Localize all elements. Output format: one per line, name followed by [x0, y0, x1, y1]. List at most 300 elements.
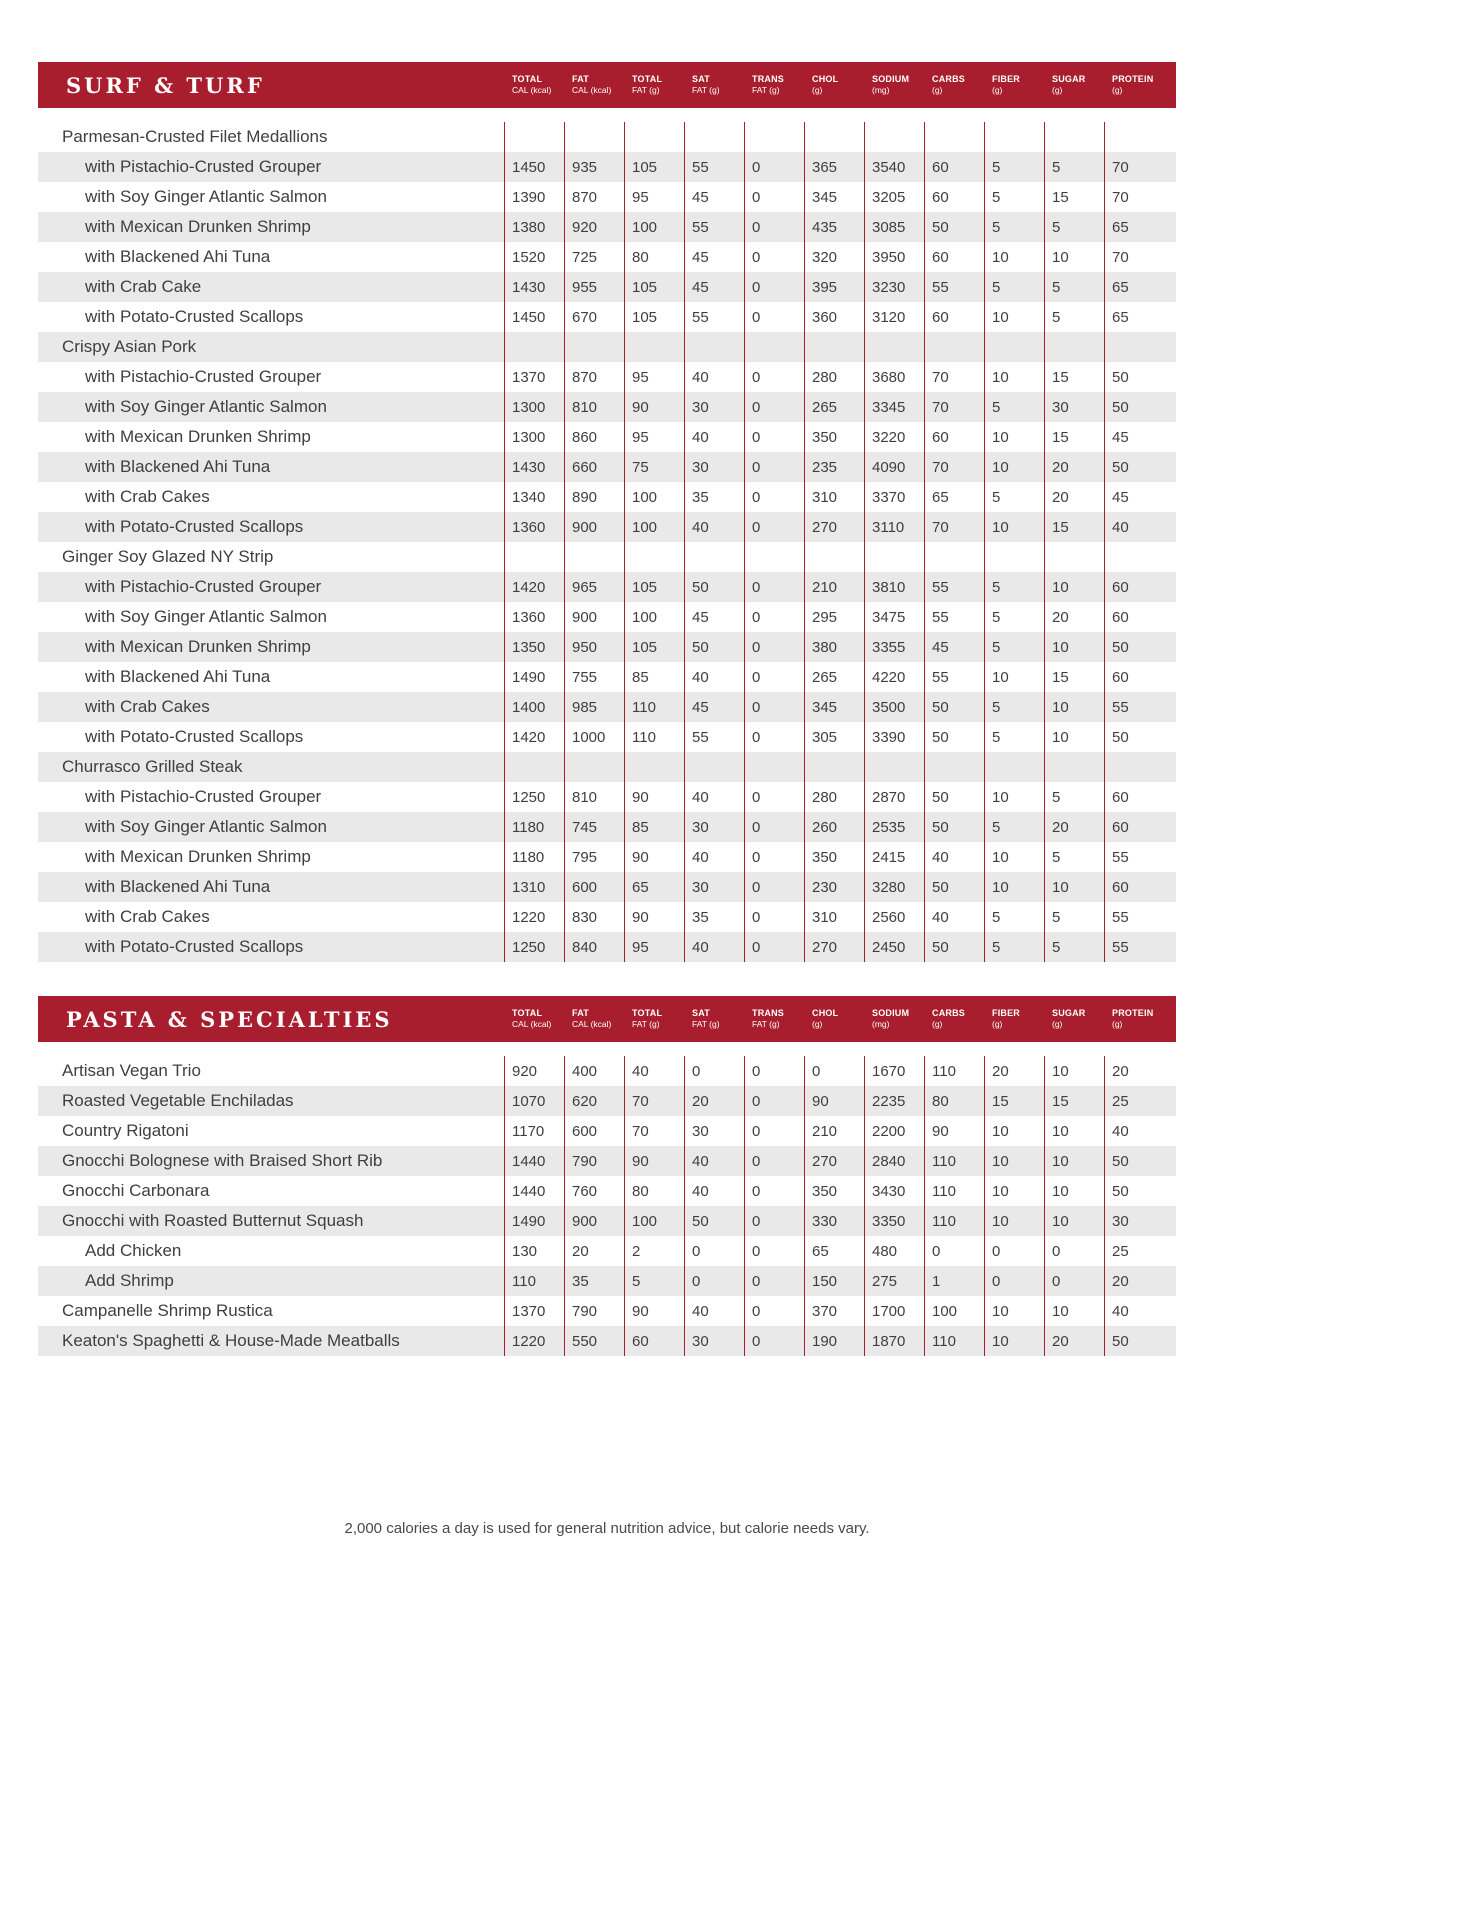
nutrition-value-cell: 90 — [924, 1116, 984, 1146]
nutrition-value-cell: 0 — [744, 182, 804, 212]
nutrition-value-cell: 900 — [564, 1206, 624, 1236]
nutrition-value-cell: 1250 — [504, 782, 564, 812]
nutrition-value-cell — [804, 542, 864, 572]
nutrition-section — [38, 62, 1176, 962]
nutrition-value-cell: 55 — [684, 152, 744, 182]
nutrition-value-cell: 1370 — [504, 1296, 564, 1326]
nutrition-value-cell: 3430 — [864, 1176, 924, 1206]
nutrition-value-cell: 795 — [564, 842, 624, 872]
nutrition-value-cell: 105 — [624, 152, 684, 182]
nutrition-value-cell — [744, 542, 804, 572]
dish-name: Parmesan-Crusted Filet Medallions — [62, 127, 328, 146]
nutrition-value-cell: 10 — [984, 1326, 1044, 1356]
nutrition-value-cell: 0 — [744, 902, 804, 932]
nutrition-value-cell: 10 — [984, 452, 1044, 482]
column-header-line2: CAL (kcal) — [512, 1019, 552, 1030]
nutrition-value-cell: 5 — [984, 482, 1044, 512]
dish-name: Gnocchi Carbonara — [62, 1181, 210, 1200]
nutrition-value-cell: 0 — [744, 632, 804, 662]
column-header-line1: TOTAL — [512, 73, 543, 84]
table-row — [38, 932, 1176, 962]
nutrition-value-cell: 110 — [924, 1056, 984, 1086]
nutrition-value-cell: 65 — [624, 872, 684, 902]
nutrition-value-cell: 2415 — [864, 842, 924, 872]
nutrition-value-cell: 10 — [984, 302, 1044, 332]
nutrition-value-cell: 90 — [624, 1296, 684, 1326]
nutrition-value-cell: 920 — [564, 212, 624, 242]
dish-name: Add Shrimp — [85, 1271, 174, 1290]
table-row — [38, 452, 1176, 482]
nutrition-value-cell: 790 — [564, 1296, 624, 1326]
nutrition-value-cell: 935 — [564, 152, 624, 182]
nutrition-value-cell: 60 — [1104, 812, 1176, 842]
dish-name: with Crab Cake — [85, 277, 202, 296]
nutrition-value-cell: 10 — [1044, 1206, 1104, 1236]
nutrition-value-cell: 50 — [1104, 452, 1176, 482]
dish-name: Add Chicken — [85, 1241, 182, 1260]
nutrition-value-cell: 330 — [804, 1206, 864, 1236]
nutrition-value-cell: 60 — [924, 422, 984, 452]
nutrition-value-cell: 60 — [1104, 602, 1176, 632]
column-header-line2: (g) — [992, 1019, 1003, 1030]
nutrition-value-cell: 270 — [804, 512, 864, 542]
table-row — [38, 242, 1176, 272]
column-header-line2: (g) — [1112, 85, 1123, 96]
nutrition-value-cell — [684, 542, 744, 572]
nutrition-value-cell: 1370 — [504, 362, 564, 392]
nutrition-value-cell: 50 — [1104, 392, 1176, 422]
table-row — [38, 1176, 1176, 1206]
nutrition-value-cell: 45 — [684, 272, 744, 302]
nutrition-value-cell: 2235 — [864, 1086, 924, 1116]
dish-name: with Mexican Drunken Shrimp — [85, 847, 311, 866]
nutrition-value-cell: 0 — [744, 302, 804, 332]
nutrition-value-cell: 15 — [1044, 362, 1104, 392]
nutrition-value-cell: 70 — [924, 512, 984, 542]
calorie-advice-footnote: 2,000 calories a day is used for general nutrition advice, but calorie needs vary. — [344, 1520, 870, 1537]
table-row — [38, 812, 1176, 842]
column-header — [864, 996, 924, 1042]
nutrition-value-cell: 295 — [804, 602, 864, 632]
column-header-line2: (g) — [992, 85, 1003, 96]
nutrition-value-cell: 45 — [1104, 422, 1176, 452]
table-row — [38, 1236, 1176, 1266]
section-body — [38, 108, 1176, 962]
table-row — [38, 842, 1176, 872]
column-header-line1: FIBER — [992, 1007, 1020, 1018]
nutrition-value-cell: 20 — [984, 1056, 1044, 1086]
nutrition-value-cell — [564, 332, 624, 362]
nutrition-value-cell: 60 — [924, 182, 984, 212]
nutrition-value-cell — [864, 122, 924, 152]
nutrition-value-cell: 1870 — [864, 1326, 924, 1356]
dish-name: with Mexican Drunken Shrimp — [85, 637, 311, 656]
dish-name: with Blackened Ahi Tuna — [85, 457, 271, 476]
nutrition-value-cell — [924, 332, 984, 362]
nutrition-value-cell — [1104, 542, 1176, 572]
column-header-line1: FAT — [572, 1007, 589, 1018]
dish-name: with Crab Cakes — [85, 907, 210, 926]
nutrition-value-cell: 20 — [1104, 1056, 1176, 1086]
nutrition-value-cell: 3475 — [864, 602, 924, 632]
nutrition-value-cell: 1 — [924, 1266, 984, 1296]
nutrition-value-cell: 5 — [1044, 272, 1104, 302]
nutrition-value-cell: 10 — [1044, 1056, 1104, 1086]
nutrition-value-cell: 0 — [744, 452, 804, 482]
dish-name: with Mexican Drunken Shrimp — [85, 427, 311, 446]
nutrition-value-cell: 35 — [564, 1266, 624, 1296]
nutrition-value-cell: 45 — [684, 692, 744, 722]
nutrition-value-cell: 350 — [804, 1176, 864, 1206]
nutrition-value-cell: 830 — [564, 902, 624, 932]
nutrition-value-cell: 955 — [564, 272, 624, 302]
nutrition-value-cell: 40 — [924, 842, 984, 872]
nutrition-value-cell: 0 — [744, 1086, 804, 1116]
column-header-line1: CARBS — [932, 73, 966, 84]
nutrition-value-cell: 110 — [924, 1146, 984, 1176]
nutrition-value-cell: 890 — [564, 482, 624, 512]
table-row — [38, 1146, 1176, 1176]
column-header — [504, 62, 564, 108]
nutrition-value-cell: 3540 — [864, 152, 924, 182]
column-header-line1: TOTAL — [632, 73, 663, 84]
nutrition-value-cell: 15 — [1044, 182, 1104, 212]
column-header-line2: FAT (g) — [752, 85, 780, 96]
table-row — [38, 632, 1176, 662]
nutrition-value-cell: 110 — [504, 1266, 564, 1296]
nutrition-value-cell: 0 — [684, 1266, 744, 1296]
section-header-bar — [38, 62, 1176, 108]
nutrition-value-cell: 305 — [804, 722, 864, 752]
nutrition-value-cell: 100 — [624, 512, 684, 542]
nutrition-value-cell: 50 — [684, 1206, 744, 1236]
nutrition-value-cell: 60 — [924, 152, 984, 182]
nutrition-value-cell: 365 — [804, 152, 864, 182]
nutrition-value-cell: 350 — [804, 422, 864, 452]
nutrition-value-cell: 80 — [624, 1176, 684, 1206]
column-header-line2: (mg) — [872, 1019, 890, 1030]
column-header-line2: (mg) — [872, 85, 890, 96]
column-header-line2: CAL (kcal) — [572, 85, 612, 96]
nutrition-value-cell: 40 — [684, 512, 744, 542]
nutrition-tables-container — [38, 62, 1176, 1390]
column-header-line1: TOTAL — [512, 1007, 543, 1018]
nutrition-value-cell: 60 — [924, 242, 984, 272]
table-row — [38, 152, 1176, 182]
nutrition-value-cell: 40 — [684, 842, 744, 872]
nutrition-value-cell: 1380 — [504, 212, 564, 242]
dish-name: with Pistachio-Crusted Grouper — [85, 367, 322, 386]
nutrition-value-cell — [624, 752, 684, 782]
nutrition-value-cell: 5 — [984, 392, 1044, 422]
nutrition-value-cell: 10 — [984, 1146, 1044, 1176]
column-header-line2: (g) — [932, 1019, 943, 1030]
nutrition-value-cell — [864, 332, 924, 362]
nutrition-value-cell: 45 — [684, 182, 744, 212]
nutrition-value-cell: 670 — [564, 302, 624, 332]
column-header-line2: (g) — [812, 85, 823, 96]
nutrition-value-cell: 3370 — [864, 482, 924, 512]
nutrition-value-cell: 0 — [744, 152, 804, 182]
nutrition-value-cell: 400 — [564, 1056, 624, 1086]
nutrition-value-cell — [684, 122, 744, 152]
nutrition-value-cell: 3220 — [864, 422, 924, 452]
nutrition-value-cell: 270 — [804, 932, 864, 962]
column-header-line1: FAT — [572, 73, 589, 84]
nutrition-value-cell: 40 — [684, 932, 744, 962]
table-row — [38, 692, 1176, 722]
nutrition-value-cell: 25 — [1104, 1086, 1176, 1116]
nutrition-value-cell: 345 — [804, 692, 864, 722]
nutrition-value-cell: 0 — [684, 1056, 744, 1086]
nutrition-value-cell: 0 — [744, 1236, 804, 1266]
nutrition-value-cell: 900 — [564, 512, 624, 542]
nutrition-value-cell — [504, 122, 564, 152]
nutrition-value-cell: 15 — [1044, 422, 1104, 452]
nutrition-value-cell: 100 — [924, 1296, 984, 1326]
nutrition-value-cell: 10 — [1044, 1296, 1104, 1326]
nutrition-value-cell: 3500 — [864, 692, 924, 722]
nutrition-value-cell — [984, 542, 1044, 572]
dish-name: with Pistachio-Crusted Grouper — [85, 787, 322, 806]
column-header — [744, 996, 804, 1042]
nutrition-value-cell: 0 — [744, 662, 804, 692]
nutrition-value-cell: 30 — [684, 812, 744, 842]
nutrition-value-cell: 0 — [744, 1296, 804, 1326]
column-header — [1104, 62, 1176, 108]
dish-name: with Blackened Ahi Tuna — [85, 877, 271, 896]
table-row — [38, 272, 1176, 302]
nutrition-value-cell: 40 — [924, 902, 984, 932]
nutrition-value-cell: 100 — [624, 1206, 684, 1236]
dish-name: Churrasco Grilled Steak — [62, 757, 243, 776]
column-header-line2: FAT (g) — [752, 1019, 780, 1030]
nutrition-value-cell — [1044, 752, 1104, 782]
nutrition-value-cell: 10 — [984, 662, 1044, 692]
nutrition-value-cell — [984, 122, 1044, 152]
nutrition-value-cell: 55 — [1104, 932, 1176, 962]
nutrition-value-cell — [504, 332, 564, 362]
nutrition-value-cell: 1000 — [564, 722, 624, 752]
column-header-line1: CARBS — [932, 1007, 966, 1018]
table-row — [38, 482, 1176, 512]
section-title: PASTA & SPECIALTIES — [66, 1006, 393, 1032]
nutrition-value-cell: 1180 — [504, 842, 564, 872]
nutrition-value-cell: 90 — [624, 782, 684, 812]
nutrition-value-cell: 0 — [744, 392, 804, 422]
nutrition-value-cell: 5 — [984, 692, 1044, 722]
group-header-row — [38, 332, 1176, 362]
nutrition-value-cell: 1430 — [504, 452, 564, 482]
nutrition-value-cell: 0 — [744, 212, 804, 242]
nutrition-value-cell: 2200 — [864, 1116, 924, 1146]
nutrition-value-cell: 105 — [624, 272, 684, 302]
dish-name: Gnocchi with Roasted Butternut Squash — [62, 1211, 364, 1230]
group-header-row — [38, 752, 1176, 782]
nutrition-value-cell: 20 — [1044, 812, 1104, 842]
nutrition-value-cell: 2535 — [864, 812, 924, 842]
table-row — [38, 1326, 1176, 1356]
nutrition-value-cell: 3120 — [864, 302, 924, 332]
nutrition-value-cell: 10 — [984, 242, 1044, 272]
nutrition-value-cell: 2560 — [864, 902, 924, 932]
nutrition-value-cell: 860 — [564, 422, 624, 452]
nutrition-value-cell: 30 — [684, 1326, 744, 1356]
nutrition-value-cell: 320 — [804, 242, 864, 272]
nutrition-value-cell: 15 — [1044, 512, 1104, 542]
nutrition-value-cell: 1440 — [504, 1176, 564, 1206]
nutrition-value-cell: 55 — [684, 722, 744, 752]
nutrition-value-cell — [504, 542, 564, 572]
nutrition-value-cell — [624, 542, 684, 572]
nutrition-value-cell: 55 — [684, 302, 744, 332]
nutrition-value-cell: 0 — [1044, 1266, 1104, 1296]
nutrition-value-cell: 1180 — [504, 812, 564, 842]
nutrition-value-cell: 105 — [624, 632, 684, 662]
nutrition-value-cell: 810 — [564, 392, 624, 422]
nutrition-value-cell: 85 — [624, 812, 684, 842]
nutrition-value-cell: 1350 — [504, 632, 564, 662]
section-header-bar — [38, 996, 1176, 1042]
nutrition-value-cell — [804, 752, 864, 782]
nutrition-value-cell: 1450 — [504, 152, 564, 182]
nutrition-value-cell — [744, 752, 804, 782]
nutrition-value-cell: 0 — [744, 1056, 804, 1086]
column-header — [1104, 996, 1176, 1042]
nutrition-value-cell: 10 — [984, 512, 1044, 542]
nutrition-value-cell: 90 — [624, 392, 684, 422]
nutrition-value-cell: 1310 — [504, 872, 564, 902]
table-row — [38, 872, 1176, 902]
nutrition-value-cell: 75 — [624, 452, 684, 482]
nutrition-value-cell: 55 — [924, 272, 984, 302]
nutrition-value-cell: 10 — [984, 422, 1044, 452]
nutrition-value-cell — [684, 332, 744, 362]
column-header-line2: (g) — [1052, 1019, 1063, 1030]
nutrition-value-cell: 55 — [684, 212, 744, 242]
nutrition-value-cell: 0 — [744, 1116, 804, 1146]
nutrition-value-cell: 50 — [924, 212, 984, 242]
nutrition-value-cell: 870 — [564, 182, 624, 212]
nutrition-value-cell: 40 — [684, 1146, 744, 1176]
nutrition-value-cell: 275 — [864, 1266, 924, 1296]
nutrition-value-cell: 55 — [924, 662, 984, 692]
dish-name: Artisan Vegan Trio — [62, 1061, 201, 1080]
nutrition-value-cell: 810 — [564, 782, 624, 812]
nutrition-value-cell: 0 — [744, 602, 804, 632]
nutrition-value-cell: 45 — [1104, 482, 1176, 512]
table-row — [38, 1116, 1176, 1146]
nutrition-value-cell — [804, 122, 864, 152]
nutrition-value-cell: 20 — [1044, 452, 1104, 482]
nutrition-value-cell: 40 — [684, 1296, 744, 1326]
sections — [38, 62, 1176, 1356]
nutrition-value-cell: 1340 — [504, 482, 564, 512]
nutrition-value-cell: 30 — [1104, 1206, 1176, 1236]
nutrition-value-cell: 280 — [804, 782, 864, 812]
nutrition-value-cell: 50 — [1104, 1176, 1176, 1206]
column-header — [924, 62, 984, 108]
nutrition-value-cell: 95 — [624, 932, 684, 962]
nutrition-value-cell: 10 — [984, 1296, 1044, 1326]
nutrition-value-cell: 40 — [684, 362, 744, 392]
nutrition-value-cell: 790 — [564, 1146, 624, 1176]
nutrition-value-cell: 900 — [564, 602, 624, 632]
dish-name: Gnocchi Bolognese with Braised Short Rib — [62, 1151, 383, 1170]
nutrition-value-cell: 0 — [744, 1266, 804, 1296]
nutrition-value-cell: 350 — [804, 842, 864, 872]
nutrition-value-cell: 1360 — [504, 512, 564, 542]
nutrition-value-cell: 60 — [1104, 872, 1176, 902]
nutrition-value-cell: 5 — [984, 812, 1044, 842]
dish-name: with Potato-Crusted Scallops — [85, 937, 304, 956]
nutrition-value-cell: 40 — [684, 422, 744, 452]
nutrition-value-cell: 20 — [684, 1086, 744, 1116]
nutrition-value-cell: 50 — [924, 722, 984, 752]
nutrition-value-cell: 70 — [1104, 152, 1176, 182]
column-header — [684, 62, 744, 108]
dish-name: with Potato-Crusted Scallops — [85, 307, 304, 326]
table-row — [38, 722, 1176, 752]
nutrition-value-cell: 50 — [1104, 1146, 1176, 1176]
nutrition-value-cell: 10 — [1044, 692, 1104, 722]
column-header-line2: CAL (kcal) — [572, 1019, 612, 1030]
nutrition-value-cell: 65 — [1104, 272, 1176, 302]
nutrition-value-cell: 80 — [624, 242, 684, 272]
nutrition-value-cell: 5 — [984, 272, 1044, 302]
column-header — [684, 996, 744, 1042]
nutrition-value-cell: 10 — [1044, 1146, 1104, 1176]
column-header-line2: FAT (g) — [692, 1019, 720, 1030]
dish-name: Country Rigatoni — [62, 1121, 189, 1140]
dish-name: Roasted Vegetable Enchiladas — [62, 1091, 294, 1110]
nutrition-value-cell: 870 — [564, 362, 624, 392]
nutrition-value-cell: 110 — [924, 1206, 984, 1236]
dish-name: with Soy Ginger Atlantic Salmon — [85, 817, 327, 836]
table-row — [38, 182, 1176, 212]
nutrition-value-cell: 760 — [564, 1176, 624, 1206]
dish-name: with Soy Ginger Atlantic Salmon — [85, 397, 327, 416]
nutrition-value-cell: 1070 — [504, 1086, 564, 1116]
column-header — [1044, 62, 1104, 108]
column-header — [744, 62, 804, 108]
nutrition-value-cell: 210 — [804, 572, 864, 602]
nutrition-value-cell: 10 — [984, 782, 1044, 812]
nutrition-value-cell: 10 — [1044, 572, 1104, 602]
nutrition-value-cell: 1400 — [504, 692, 564, 722]
nutrition-value-cell: 0 — [744, 842, 804, 872]
nutrition-value-cell: 280 — [804, 362, 864, 392]
nutrition-value-cell: 5 — [624, 1266, 684, 1296]
table-row — [38, 1206, 1176, 1236]
nutrition-value-cell: 310 — [804, 482, 864, 512]
column-header-line1: SUGAR — [1052, 1007, 1086, 1018]
nutrition-value-cell: 70 — [924, 362, 984, 392]
nutrition-value-cell: 0 — [744, 1206, 804, 1236]
nutrition-value-cell: 110 — [924, 1176, 984, 1206]
column-header-line1: PROTEIN — [1112, 1007, 1154, 1018]
nutrition-value-cell: 10 — [1044, 1116, 1104, 1146]
column-header-line1: SODIUM — [872, 1007, 910, 1018]
nutrition-value-cell — [864, 752, 924, 782]
nutrition-value-cell — [744, 332, 804, 362]
nutrition-value-cell: 30 — [1044, 392, 1104, 422]
nutrition-value-cell: 110 — [924, 1326, 984, 1356]
column-header — [804, 62, 864, 108]
nutrition-value-cell: 90 — [804, 1086, 864, 1116]
nutrition-value-cell: 20 — [1044, 602, 1104, 632]
nutrition-value-cell: 0 — [744, 422, 804, 452]
